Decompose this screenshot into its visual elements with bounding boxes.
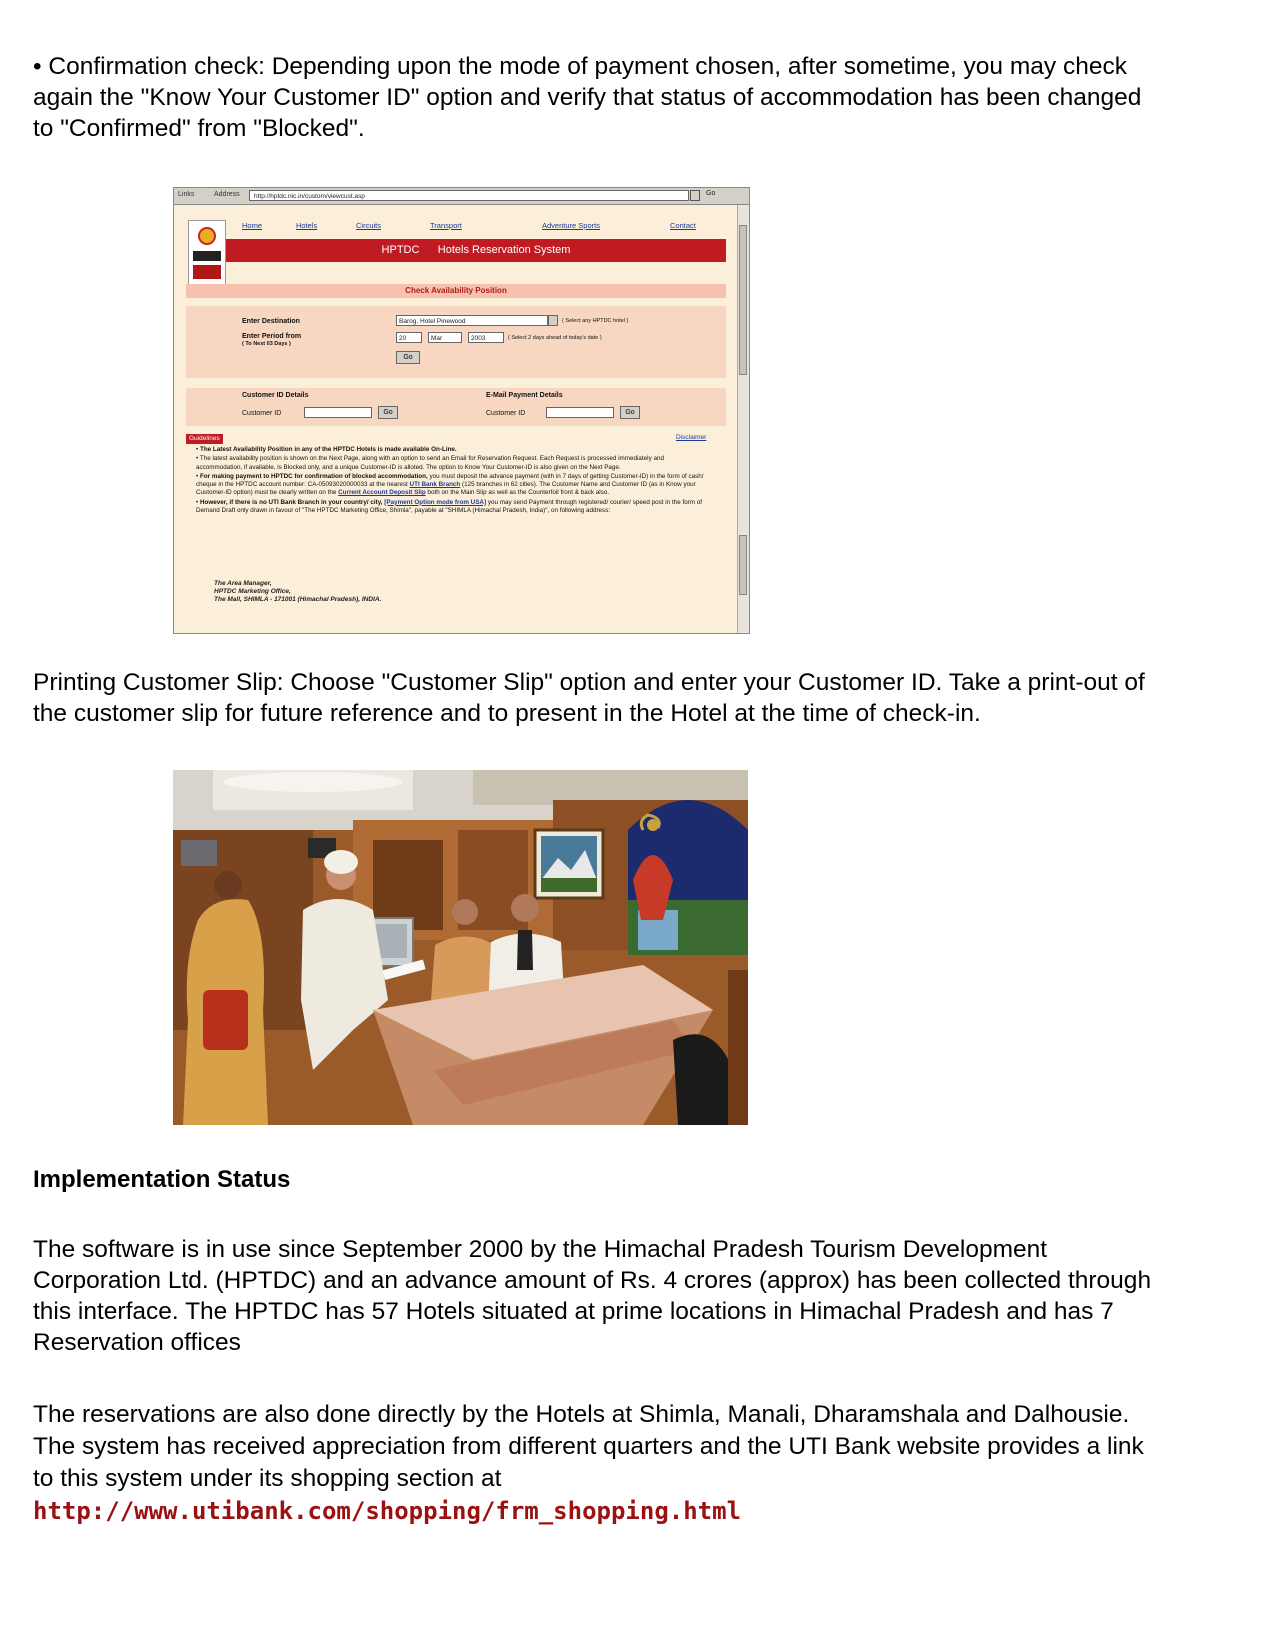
period-label: Enter Period from <box>242 333 302 340</box>
customer-id-details-heading: Customer ID Details <box>242 392 309 399</box>
day-select: 20 <box>396 332 422 343</box>
chevron-down-icon <box>548 315 558 326</box>
implementation-paragraph: The software is in use since September 2000 by the Himachal Pradesh Tourism Development Corporation Ltd. (HPTDC) and an advance amount of Rs. 4 crores (approx) has been collected through this interface. The HPTDC has 57 Hotels situated at prime locations in Himachal Pradesh and has 7 Reservation offices <box>33 1236 1152 1356</box>
year-select: 2003 <box>468 332 504 343</box>
system-banner <box>226 239 726 262</box>
utibank-shopping-link[interactable]: http://www.utibank.com/shopping/frm_shopping.html <box>33 1497 742 1525</box>
email-go-button: Go <box>620 406 640 419</box>
hptdc-logo <box>188 220 226 286</box>
guideline-4-text: you may send Payment through registered/ courier/ speed post in the form of Demand Draft only drawn in favour of "The HPTDC Marketing Office, Shimla", payable at "SHIMLA (Himachal Pradesh, India)", on following address: <box>196 498 703 515</box>
customer-id-label: Customer ID <box>242 410 282 417</box>
guideline-2: The latest availability position is shown on the Next Page, along with an option to send an Email for Reservation Request. Each Request is processed immediately and accommodation, if available, is Blocked only, and a unique Customer-ID is alloted. The option to Know Your Customer-ID is also given on the Next Page. <box>196 455 664 471</box>
destination-hint: ( Select any HPTDC hotel ) <box>562 318 629 324</box>
reservations-text: The reservations are also done directly by the Hotels at Shimla, Manali, Dharamshala and Dalhousie. The system has received appreciation from different quarters and the UTI Bank website provides a link to this system under its shopping section at <box>33 1401 1144 1492</box>
customer-slip-paragraph: Printing Customer Slip: Choose "Customer Slip" option and enter your Customer ID. Take a print-out of the customer slip for future reference and to present in the Hotel at the time of check-in. <box>33 669 1145 727</box>
address-line-1: The Area Manager, <box>214 580 272 587</box>
confirmation-check-paragraph: • Confirmation check: Depending upon the mode of payment chosen, after sometime, you may check again the "Know Your Customer ID" option and verify that status of accommodation has been changed to "Confirmed" from "Blocked". <box>33 53 1142 142</box>
guideline-1: The Latest Availability Position in any of the HPTDC Hotels is made available On-Line. <box>199 446 457 453</box>
scrollbar <box>737 205 749 633</box>
availability-form <box>186 306 726 378</box>
banner-left: HPTDC <box>381 244 420 256</box>
deposit-slip-link: Current Account Deposit Slip <box>338 489 426 497</box>
guideline-3-text: you must deposit the advance payment (with in 7 days of getting Customer-ID) in the form of cash/ cheque in the HPTDC account number: CA-05093020000033 at the nearest <box>196 472 704 489</box>
nav-adventure-sports: Adventure Sports <box>542 221 600 230</box>
disclaimer-link: Disclaimer <box>676 434 707 441</box>
guideline-3-text-3: both on the Main Slip as well as the Counterfoil front & back also. <box>425 489 610 497</box>
customer-id-go-button: Go <box>378 406 398 419</box>
guidelines-tab: Guidelines <box>186 434 223 444</box>
nav-transport: Transport <box>430 221 462 230</box>
implementation-status-heading: Implementation Status <box>33 1166 291 1193</box>
payment-usa-link: [Payment Option mode from USA] <box>384 498 487 506</box>
browser-address-bar <box>174 188 749 205</box>
date-hint: ( Select 2 days ahead of today's date ) <box>508 335 602 341</box>
address-line-3: The Mall, SHIMLA - 171001 (Himachal Pradesh), INDIA. <box>214 596 382 603</box>
nav-hotels: Hotels <box>296 221 318 230</box>
section-title: Check Availability Position <box>186 284 726 298</box>
hotel-reception-photo <box>173 770 748 1125</box>
go-label: Go <box>706 190 716 197</box>
period-sublabel: ( To Next 03 Days ) <box>242 341 291 347</box>
reservations-paragraph <box>33 1399 1153 1528</box>
uti-bank-branch-link: UTI Bank Branch <box>409 481 461 489</box>
postal-address <box>214 580 381 604</box>
guideline-3-text-2: (125 branches in 62 cities). The Customer Name and Customer ID (as in Know your Customer-ID option) must be clearly written on the <box>196 481 696 497</box>
month-select: Mar <box>428 332 462 343</box>
links-label: Links <box>178 191 195 198</box>
email-payment-details-heading: E-Mail Payment Details <box>486 392 563 399</box>
nav-home: Home <box>242 221 263 230</box>
address-label: Address <box>214 191 240 198</box>
address-line-2: HPTDC Marketing Office, <box>214 588 291 595</box>
destination-label: Enter Destination <box>242 318 300 325</box>
nav-circuits: Circuits <box>356 221 382 230</box>
destination-select: Barog, Hotel Pinewood <box>396 315 548 326</box>
reservation-system-screenshot <box>173 187 750 634</box>
guideline-3-lead: For making payment to HPTDC for confirmation of blocked accommodation, <box>199 472 428 480</box>
nav-contact: Contact <box>670 221 696 230</box>
customer-id-section <box>186 388 726 426</box>
banner-right: Hotels Reservation System <box>437 244 571 256</box>
email-customer-id-label: Customer ID <box>486 410 526 417</box>
customer-id-input <box>304 407 372 418</box>
guidelines-text: • The Latest Availability Position in any of the HPTDC Hotels is made available On-Line. • The latest availability position is shown on the Next Page, along with an option to send an Email for Reservation Request. Each Request is processed immediately and accommodation, if available, is Blocked only, and a unique Customer-ID is alloted. The option to Know Your Customer-ID is also given on the Next Page. • For making payment to HPTDC for confirmation of blocked accommodation, you must deposit the advance payment (with in 7 days of getting Customer-ID) in the form of cash/ cheque in the HPTDC account number: CA-05093020000033 at the nearest UTI Bank Branch (125 branches in 62 cities). The Customer Name and Customer ID (as in Know your Customer-ID option) must be clearly written on the Current Account Deposit Slip both on the Main Slip as well as the Counterfoil front & back also. • However, if there is no UTI Bank Branch in your country/ city, [Payment Option mode from USA] you may send Payment through registered/ courier/ speed post in the form of Demand Draft only drawn in favour of "The HPTDC Marketing Office, Shimla", payable at "SHIMLA (Himachal Pradesh, India)", on following address: <box>196 446 704 515</box>
email-customer-id-input <box>546 407 614 418</box>
chevron-down-icon <box>690 190 700 201</box>
guideline-4-lead: However, if there is no UTI Bank Branch in your country/ city, <box>199 498 383 506</box>
address-field: http://hptdc.nic.in/custom/viewcust.asp <box>249 190 689 201</box>
availability-go-button: Go <box>396 351 420 364</box>
